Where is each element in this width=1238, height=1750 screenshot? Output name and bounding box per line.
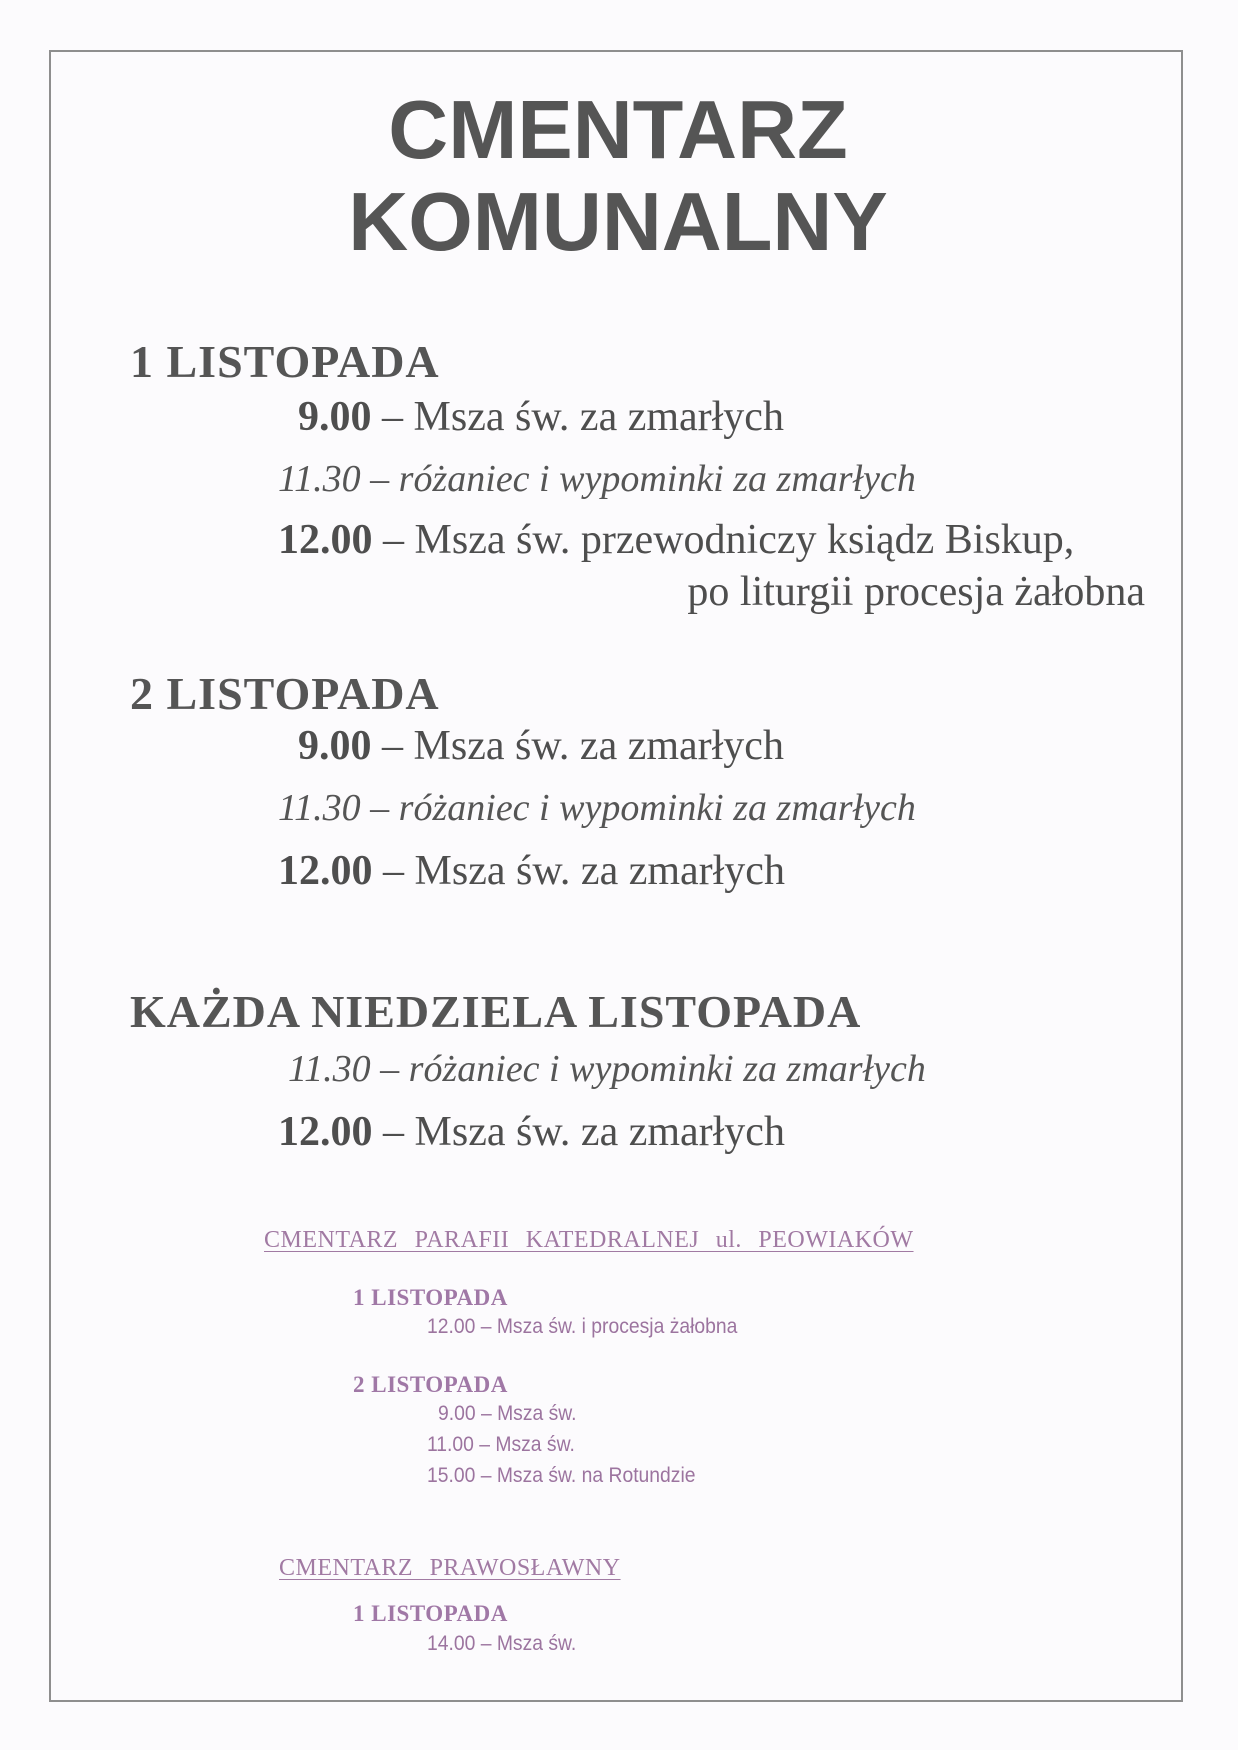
time: 12.00 bbox=[278, 517, 373, 563]
katedralny-day2-item-3: 15.00 – Msza św. na Rotundzie bbox=[427, 1464, 696, 1487]
komunalny-sundays-item-2 bbox=[278, 1108, 785, 1156]
katedralny-day1-heading: 1 LISTOPADA bbox=[353, 1285, 508, 1310]
komunalny-day1-item-3 bbox=[278, 516, 1074, 564]
komunalny-sundays-heading: KAŻDA NIEDZIELA LISTOPADA bbox=[130, 986, 862, 1037]
katedralny-title: CMENTARZ PARAFII KATEDRALNEJ ul. PEOWIAKÓW bbox=[264, 1227, 914, 1253]
title-line-1: CMENTARZ bbox=[388, 83, 848, 176]
komunalny-day1-item-2: 11.30 – różaniec i wypominki za zmarłych bbox=[278, 458, 916, 500]
title-line-2: KOMUNALNY bbox=[348, 175, 888, 268]
katedralny-day2-item-2: 11.00 – Msza św. bbox=[427, 1433, 575, 1456]
komunalny-day1-heading: 1 LISTOPADA bbox=[130, 336, 440, 387]
description: – Msza św. za zmarłych bbox=[383, 848, 785, 894]
komunalny-day2-item-1 bbox=[298, 722, 784, 770]
komunalny-sundays-item-1: 11.30 – różaniec i wypominki za zmarłych bbox=[288, 1048, 926, 1090]
time: 12.00 bbox=[278, 848, 373, 894]
description: – Msza św. przewodniczy ksiądz Biskup, bbox=[383, 517, 1075, 563]
prawoslawny-title: CMENTARZ PRAWOSŁAWNY bbox=[279, 1555, 621, 1581]
komunalny-day2-item-2: 11.30 – różaniec i wypominki za zmarłych bbox=[278, 787, 916, 829]
katedralny-day2-item-1: 9.00 – Msza św. bbox=[438, 1402, 577, 1425]
katedralny-day2-heading: 2 LISTOPADA bbox=[353, 1372, 508, 1397]
time: 9.00 bbox=[298, 723, 372, 769]
description: – Msza św. za zmarłych bbox=[382, 394, 784, 440]
description: – Msza św. za zmarłych bbox=[382, 723, 784, 769]
komunalny-day2-item-3 bbox=[278, 847, 785, 895]
description: – Msza św. za zmarłych bbox=[383, 1109, 785, 1155]
prawoslawny-day1-item-1: 14.00 – Msza św. bbox=[427, 1632, 577, 1655]
komunalny-day1-item-1 bbox=[298, 393, 784, 441]
komunalny-day2-heading: 2 LISTOPADA bbox=[130, 668, 440, 719]
komunalny-day1-item-4: po liturgii procesja żałobna bbox=[687, 569, 1145, 615]
time: 9.00 bbox=[298, 394, 372, 440]
katedralny-day1-item-1: 12.00 – Msza św. i procesja żałobna bbox=[427, 1315, 738, 1338]
prawoslawny-day1-heading: 1 LISTOPADA bbox=[353, 1601, 508, 1626]
time: 12.00 bbox=[278, 1109, 373, 1155]
